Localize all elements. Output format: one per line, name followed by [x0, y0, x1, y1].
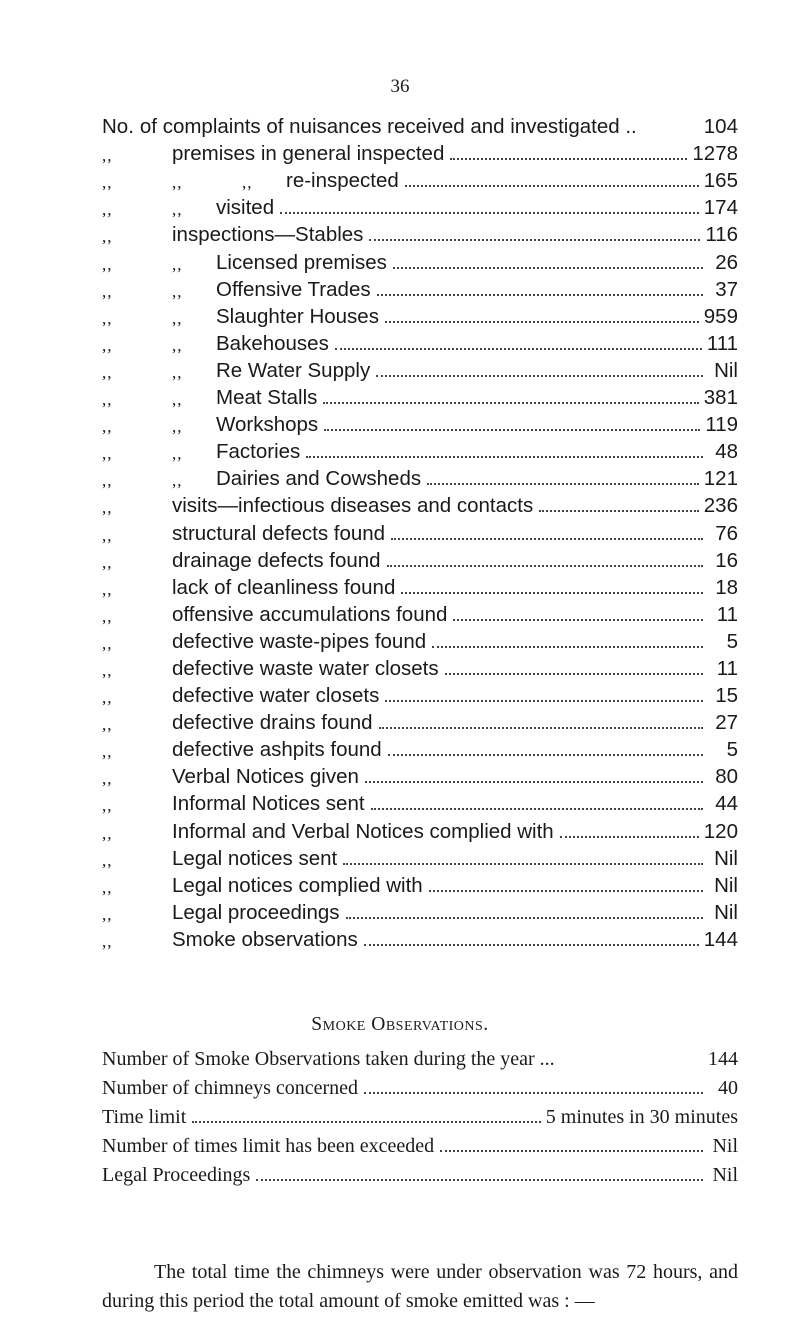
ditto-mark: ,,: [172, 444, 183, 464]
row-value: 119: [705, 413, 738, 437]
row-label: defective waste water closets: [172, 656, 439, 680]
table-row: [102, 816, 738, 843]
table-row: [102, 491, 738, 518]
paragraph-text: The total time the chimneys were under observation was 72 hours, and during this period the total amount of smoke emitted was : —: [102, 1261, 738, 1312]
row-value: 18: [715, 575, 738, 599]
table-row: [102, 789, 738, 816]
ditto-mark: ,,: [172, 335, 183, 355]
row-label: Number of times limit has been exceeded: [102, 1135, 435, 1157]
row-label: Informal Notices sent: [172, 792, 365, 816]
row-label: Licensed premises: [216, 250, 387, 274]
table-row: [102, 410, 738, 437]
row-value: 15: [715, 684, 738, 708]
dot-leader: [369, 239, 700, 241]
row-prefix: ,,: [102, 660, 113, 680]
row-value: 5 minutes in 30 minutes: [545, 1106, 738, 1128]
row-value: 11: [716, 656, 738, 680]
row-prefix: ,,: [102, 850, 113, 870]
row-prefix: No.: [102, 115, 134, 139]
row-label: Meat Stalls: [216, 386, 318, 410]
table-row: [102, 573, 738, 600]
row-label: Dairies and Cowsheds: [216, 467, 422, 491]
dot-leader: [256, 1179, 703, 1181]
table-row: [102, 518, 738, 545]
row-prefix: ,,: [102, 281, 113, 301]
dot-leader: [385, 700, 703, 702]
row-value: 174: [703, 196, 738, 220]
row-label: defective drains found: [172, 711, 373, 735]
dot-leader: [379, 727, 703, 729]
section-title: Smoke Observations.: [311, 1014, 489, 1035]
table-row: [102, 356, 738, 383]
row-value: 116: [705, 223, 738, 247]
row-prefix: ,,: [102, 904, 113, 924]
table-row: [102, 383, 738, 410]
row-label: drainage defects found: [172, 548, 381, 572]
row-value: 111: [706, 331, 738, 355]
row-value: 27: [715, 711, 738, 735]
dot-leader: [364, 1092, 703, 1094]
row-label: re-inspected: [286, 169, 399, 193]
dot-leader: [445, 673, 703, 675]
table-row: [102, 112, 738, 139]
row-value: 165: [703, 169, 738, 193]
row-value: 76: [715, 521, 738, 545]
row-value: 1278: [692, 142, 738, 166]
dot-leader: [432, 646, 703, 648]
row-value: Nil: [712, 1164, 738, 1186]
row-value: 144: [703, 927, 738, 951]
row-prefix: ,,: [102, 146, 113, 166]
ditto-mark: ,,: [172, 200, 183, 220]
row-value: 37: [715, 277, 738, 301]
row-label: visited: [216, 196, 275, 220]
row-value: 5: [726, 738, 738, 762]
ditto-mark: ,,: [242, 173, 253, 193]
row-value: 26: [715, 250, 738, 274]
row-label: Factories: [216, 440, 301, 464]
row-prefix: ,,: [102, 633, 113, 653]
row-prefix: ,,: [102, 823, 113, 843]
smoke-paragraph: [102, 1258, 738, 1315]
row-prefix: ,,: [102, 254, 113, 274]
row-label: Verbal Notices given: [172, 765, 359, 789]
row-value: 381: [703, 386, 738, 410]
dot-leader: [560, 836, 699, 838]
table-row: [102, 708, 738, 735]
dot-leader: [323, 402, 698, 404]
dot-leader: [364, 944, 699, 946]
row-prefix: ,,: [102, 742, 113, 762]
ditto-mark: ,,: [172, 390, 183, 410]
row-value: 80: [715, 765, 738, 789]
table-row: [102, 898, 738, 925]
table-row: [102, 627, 738, 654]
table-row: [102, 1158, 738, 1187]
table-row: [102, 220, 738, 247]
row-prefix: ,,: [102, 769, 113, 789]
row-value: 11: [716, 602, 738, 626]
row-label: Time limit: [102, 1106, 187, 1128]
table-row: [102, 735, 738, 762]
dot-leader: [343, 863, 703, 865]
ditto-mark: ,,: [172, 417, 183, 437]
table-row: [102, 275, 738, 302]
dot-leader: [376, 375, 703, 377]
row-value: Nil: [714, 846, 738, 870]
table-row: [102, 437, 738, 464]
dot-leader: [371, 808, 703, 810]
dot-leader: [405, 185, 699, 187]
dot-leader: [429, 890, 703, 892]
dot-leader: [335, 348, 702, 350]
row-label: Smoke observations: [172, 927, 358, 951]
row-prefix: ,,: [102, 471, 113, 491]
ditto-mark: ,,: [172, 471, 183, 491]
row-prefix: ,,: [102, 200, 113, 220]
row-value: 48: [715, 440, 738, 464]
dot-leader: [450, 158, 687, 160]
ditto-mark: ,,: [172, 281, 183, 301]
row-label: defective waste-pipes found: [172, 629, 427, 653]
table-row: [102, 844, 738, 871]
dot-leader: [280, 212, 699, 214]
row-value: 121: [703, 467, 738, 491]
row-prefix: ,,: [102, 362, 113, 382]
row-prefix: ,,: [102, 715, 113, 735]
row-prefix: ,,: [102, 308, 113, 328]
row-prefix: ,,: [102, 931, 113, 951]
table-row: [102, 546, 738, 573]
ditto-mark: ,,: [172, 308, 183, 328]
table-row: [102, 1042, 738, 1071]
complaints-list: [102, 112, 738, 952]
row-label: of complaints of nuisances received and investigated ..: [139, 115, 637, 139]
table-row: [102, 166, 738, 193]
ditto-mark: ,,: [172, 254, 183, 274]
table-row: [102, 681, 738, 708]
table-row: [102, 925, 738, 952]
dot-leader: [324, 429, 700, 431]
table-row: [102, 762, 738, 789]
row-prefix: ,,: [102, 525, 113, 545]
dot-leader: [377, 294, 703, 296]
row-label: Legal notices complied with: [172, 873, 423, 897]
row-value: Nil: [714, 358, 738, 382]
row-prefix: ,,: [102, 688, 113, 708]
table-row: [102, 464, 738, 491]
dot-leader: [440, 1150, 703, 1152]
dot-leader: [346, 917, 703, 919]
row-prefix: ,,: [102, 227, 113, 247]
page-number: 36: [390, 76, 410, 97]
dot-leader: [365, 781, 703, 783]
row-label: offensive accumulations found: [172, 602, 448, 626]
table-row: [102, 1129, 738, 1158]
row-label: structural defects found: [172, 521, 386, 545]
row-value: 5: [726, 629, 738, 653]
row-value: 144: [708, 1048, 738, 1070]
table-row: [102, 139, 738, 166]
row-label: Bakehouses: [216, 331, 329, 355]
row-label: defective water closets: [172, 684, 380, 708]
row-value: 40: [718, 1077, 738, 1099]
dot-leader: [393, 267, 703, 269]
row-label: defective ashpits found: [172, 738, 382, 762]
table-row: [102, 247, 738, 274]
table-row: [102, 302, 738, 329]
row-label: premises in general inspected: [172, 142, 445, 166]
dot-leader: [391, 538, 703, 540]
dot-leader: [539, 510, 699, 512]
smoke-observations-list: [102, 1042, 738, 1187]
row-prefix: ,,: [102, 173, 113, 193]
table-row: [102, 871, 738, 898]
row-value: 236: [703, 494, 738, 518]
row-value: 104: [703, 115, 738, 139]
row-prefix: ,,: [102, 335, 113, 355]
row-label: Legal notices sent: [172, 846, 338, 870]
table-row: [102, 600, 738, 627]
row-label: Re Water Supply: [216, 358, 371, 382]
row-label: Offensive Trades: [216, 277, 371, 301]
row-label: Number of Smoke Observations taken during the year ...: [102, 1048, 555, 1070]
ditto-mark: ,,: [172, 173, 183, 193]
table-row: [102, 329, 738, 356]
row-label: Slaughter Houses: [216, 304, 379, 328]
row-value: Nil: [714, 900, 738, 924]
row-label: Legal Proceedings: [102, 1164, 251, 1186]
row-label: Legal proceedings: [172, 900, 340, 924]
dot-leader: [388, 754, 703, 756]
row-value: Nil: [714, 873, 738, 897]
ditto-mark: ,,: [172, 362, 183, 382]
row-value: 959: [703, 304, 738, 328]
dot-leader: [427, 483, 699, 485]
table-row: [102, 1100, 738, 1129]
row-value: Nil: [712, 1135, 738, 1157]
row-prefix: ,,: [102, 606, 113, 626]
row-prefix: ,,: [102, 390, 113, 410]
table-row: [102, 654, 738, 681]
row-prefix: ,,: [102, 579, 113, 599]
row-prefix: ,,: [102, 796, 113, 816]
row-value: 16: [715, 548, 738, 572]
table-row: [102, 1071, 738, 1100]
dot-leader: [401, 592, 703, 594]
row-label: visits—infectious diseases and contacts: [172, 494, 534, 518]
row-label: lack of cleanliness found: [172, 575, 396, 599]
row-prefix: ,,: [102, 498, 113, 518]
row-value: 44: [715, 792, 738, 816]
dot-leader: [387, 565, 703, 567]
dot-leader: [192, 1121, 540, 1123]
dot-leader: [306, 456, 703, 458]
row-label: Number of chimneys concerned: [102, 1077, 359, 1099]
row-prefix: ,,: [102, 552, 113, 572]
row-prefix: ,,: [102, 417, 113, 437]
row-label: Workshops: [216, 413, 319, 437]
table-row: [102, 193, 738, 220]
dot-leader: [385, 321, 699, 323]
dot-leader: [453, 619, 703, 621]
row-label: inspections—Stables: [172, 223, 364, 247]
row-prefix: ,,: [102, 877, 113, 897]
row-value: 120: [703, 819, 738, 843]
row-prefix: ,,: [102, 444, 113, 464]
row-label: Informal and Verbal Notices complied with: [172, 819, 554, 843]
